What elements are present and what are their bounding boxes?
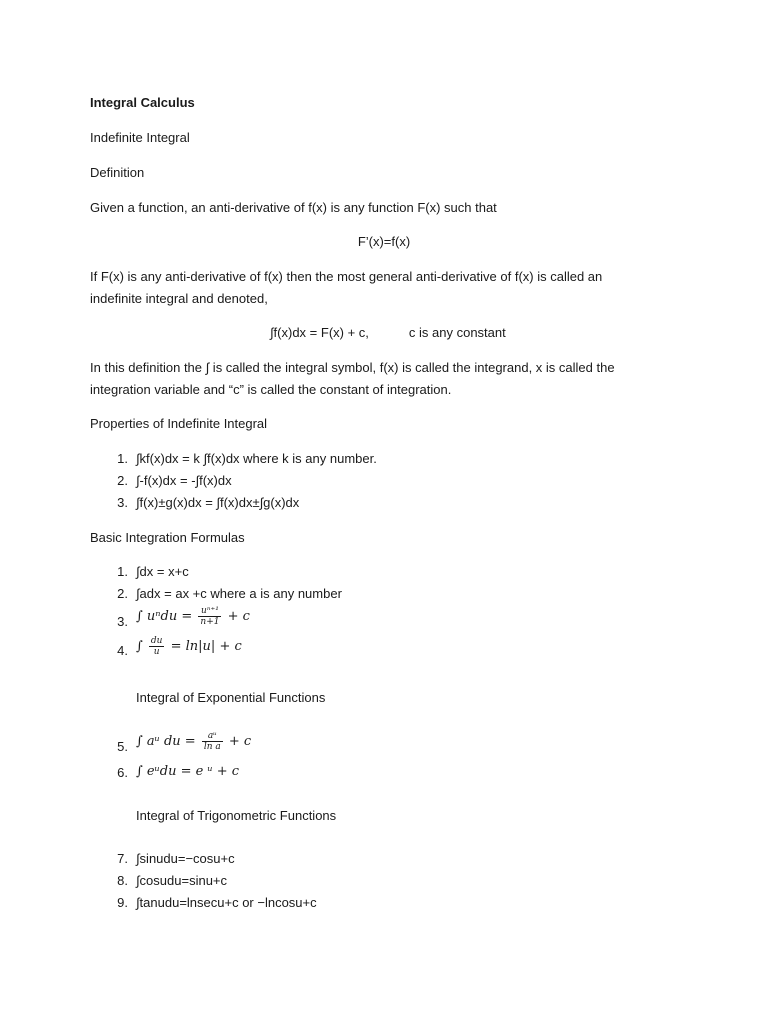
exponential-formula [136,731,251,752]
formula-lhs: ∫ [136,639,143,654]
document-title: Integral Calculus [90,95,195,110]
list-number: 8. [117,873,128,888]
list-number: 1. [117,564,128,579]
list-number: 2. [117,473,128,488]
list-text: ∫kf(x)dx = k ∫f(x)dx where k is any number. [136,451,377,466]
formula-lhs: ∫ uⁿdu = [136,609,193,624]
formula-rhs: = ln|u| + c [170,639,242,654]
power-rule-formula [136,606,250,627]
constant-note: c is any constant [408,325,506,340]
symbol-text-line-1: In this definition the ∫ is called the integral symbol, f(x) is called the integrand, x is called the [90,360,615,375]
denominator: u [153,647,160,657]
formula-rhs: + c [227,609,250,624]
list-text: ∫cosudu=sinu+c [136,873,228,888]
list-number: 4. [117,643,128,658]
denominator: ln a [203,742,221,752]
general-text-line-2: indefinite integral and denoted, [90,291,268,306]
basic-formulas-heading: Basic Integration Formulas [90,530,245,545]
formula-lhs: ∫ aᵘ du = [136,734,196,749]
list-text: ∫tanudu=lnsecu+c or −lncosu+c [136,895,317,910]
list-number: 5. [117,739,128,754]
definition-heading: Definition [90,165,145,180]
list-number: 2. [117,586,128,601]
exponential-heading: Integral of Exponential Functions [136,690,326,705]
list-number: 3. [117,614,128,629]
list-text: ∫adx = ax +c where a is any number [136,586,342,601]
formula-rhs: + c [228,734,252,749]
fraction [198,606,221,627]
log-rule-formula [136,636,242,657]
list-text: ∫sinudu=−cosu+c [136,851,235,866]
list-text: ∫dx = x+c [136,564,189,579]
general-text-line-1: If F(x) is any anti-derivative of f(x) then the most general anti-derivative of f(x) is called an [90,269,603,284]
definition-text: Given a function, an anti-derivative of f(x) is any function F(x) such that [90,200,497,215]
section-title: Indefinite Integral [90,130,190,145]
properties-heading: Properties of Indefinite Integral [90,416,268,431]
numerator: aᵘ [202,731,223,742]
integral-formula: ∫f(x)dx = F(x) + c, [270,325,369,340]
list-text: ∫f(x)±g(x)dx = ∫f(x)dx±∫g(x)dx [136,495,300,510]
denominator: n+1 [200,617,220,627]
integral-formula-row [270,325,506,341]
list-number: 1. [117,451,128,466]
numerator: uⁿ⁺¹ [198,606,221,617]
list-number: 3. [117,495,128,510]
list-text: ∫ eᵘdu = e ᵘ + c [136,764,240,779]
numerator: du [150,636,163,646]
fraction [202,731,223,752]
trigonometric-heading: Integral of Trigonometric Functions [136,808,337,823]
list-text: ∫-f(x)dx = -∫f(x)dx [136,473,232,488]
definition-formula: F’(x)=f(x) [357,234,411,249]
list-number: 7. [117,851,128,866]
list-number: 6. [117,765,128,780]
symbol-text-line-2: integration variable and “c” is called the constant of integration. [90,382,452,397]
list-number: 9. [117,895,128,910]
fraction [149,636,165,657]
